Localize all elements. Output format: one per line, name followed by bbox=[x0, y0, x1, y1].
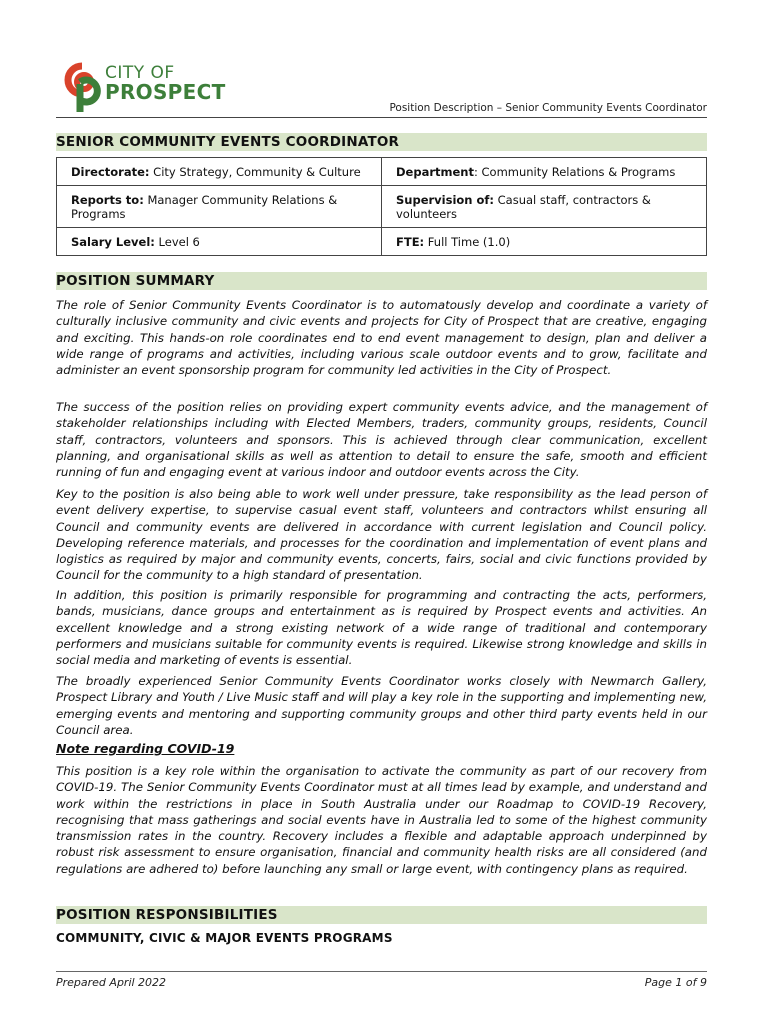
logo-line-1: CITY OF bbox=[105, 63, 175, 83]
department-label: Department bbox=[396, 165, 474, 179]
summary-paragraph-3: Key to the position is also being able to work well under pressure, take responsibility as the lead person of event delivery expertise, to supervise casual event staff, volunteers and contractors whilst ensuring all Council and community events are delivered in accordance with current legislation and Council policy. Developing reference materials, and processes for the coordination and implementation of event plans and logistics as required by major and community events, concerts, fairs, social and civic functions provided by Council for the community to a high standard of presentation. bbox=[56, 487, 707, 583]
salary-level-cell bbox=[57, 228, 382, 256]
covid-note-heading: Note regarding COVID-19 bbox=[56, 741, 235, 756]
position-responsibilities-heading: POSITION RESPONSIBILITIES bbox=[56, 906, 707, 924]
position-summary-heading: POSITION SUMMARY bbox=[56, 272, 707, 290]
summary-paragraph-5: The broadly experienced Senior Community Events Coordinator works closely with Newmarch Gallery, Prospect Library and Youth / Live Music staff and will play a key role in the supporting and implementing new, emerging events and mentoring and supporting community groups and other third party events held in our Council area. bbox=[56, 674, 707, 737]
reports-to-cell bbox=[57, 186, 382, 228]
directorate-cell bbox=[57, 158, 382, 186]
summary-paragraph-1: The role of Senior Community Events Coordinator is to automatously develop and coordinate a variety of culturally inclusive community and civic events and projects for City of Prospect that are creative, engaging and exciting. This hands-on role coordinates end to end event management to design, plan and deliver a wide range of programs and activities, including various scale outdoor events and to grow, facilitate and administer an event sponsorship program for community led activities in the City of Prospect. bbox=[56, 298, 707, 378]
header-divider bbox=[56, 117, 707, 118]
covid-note-paragraph: This position is a key role within the organisation to activate the community as part of our recovery from COVID-19. The Senior Community Events Coordinator must at all times lead by example, and understand and work within the restrictions in place in South Australia under our Roadmap to COVID-19 Recovery, recognising that mass gatherings and social events have in Australia led to some of the highest community transmission rates in the country. Recovery includes a flexible and adaptable approach underpinned by robust risk assessment to ensure organisation, financial and community health risks are all considered (and regulations are adhered to) before launching any small or large event, with contingency plans as required. bbox=[56, 764, 707, 876]
page-title: SENIOR COMMUNITY EVENTS COORDINATOR bbox=[56, 133, 707, 151]
directorate-value: City Strategy, Community & Culture bbox=[149, 165, 361, 179]
footer-divider bbox=[56, 971, 707, 972]
fte-cell bbox=[382, 228, 707, 256]
fte-value: Full Time (1.0) bbox=[424, 235, 511, 249]
department-value: : Community Relations & Programs bbox=[473, 165, 676, 179]
reports-to-value: Manager Community Relations & Programs bbox=[71, 193, 338, 221]
footer-prepared-date: Prepared April 2022 bbox=[56, 976, 167, 989]
footer-page-number: Page 1 of 9 bbox=[644, 976, 707, 989]
logo-line-2: PROSPECT bbox=[105, 80, 226, 104]
community-events-subheading: COMMUNITY, CIVIC & MAJOR EVENTS PROGRAMS bbox=[56, 931, 393, 945]
supervision-value: Casual staff, contractors & volunteers bbox=[396, 193, 651, 221]
fte-label: FTE: bbox=[396, 235, 425, 249]
salary-level-label: Salary Level: bbox=[71, 235, 155, 249]
department-cell bbox=[382, 158, 707, 186]
supervision-label: Supervision of: bbox=[396, 193, 494, 207]
reports-to-label: Reports to: bbox=[71, 193, 144, 207]
summary-paragraph-4: In addition, this position is primarily responsible for programming and contracting the acts, performers, bands, musicians, dance groups and entertainment as is required by Prospect events and activities. An excellent knowledge and a strong existing network of a wide range of traditional and contemporary performers and musicians suitable for community events is required. Likewise strong knowledge and skills in social media and marketing of events is essential. bbox=[56, 588, 707, 668]
position-info-table bbox=[56, 157, 707, 256]
table-row bbox=[57, 228, 707, 256]
logo-wordmark bbox=[105, 65, 226, 103]
summary-paragraph-2: The success of the position relies on providing expert community events advice, and the management of stakeholder relationships including with Elected Members, traders, community groups, residents, Council staff, contractors, volunteers and sponsors. This is achieved through clear communication, excellent planning, and organisational skills as well as attention to detail to ensure the safe, smooth and efficient running of fun and engaging event at various indoor and outdoor events across the City. bbox=[56, 400, 707, 480]
salary-level-value: Level 6 bbox=[154, 235, 200, 249]
supervision-cell bbox=[382, 186, 707, 228]
directorate-label: Directorate: bbox=[71, 165, 150, 179]
table-row bbox=[57, 158, 707, 186]
table-row bbox=[57, 186, 707, 228]
header-document-title: Position Description – Senior Community Events Coordinator bbox=[389, 102, 707, 114]
